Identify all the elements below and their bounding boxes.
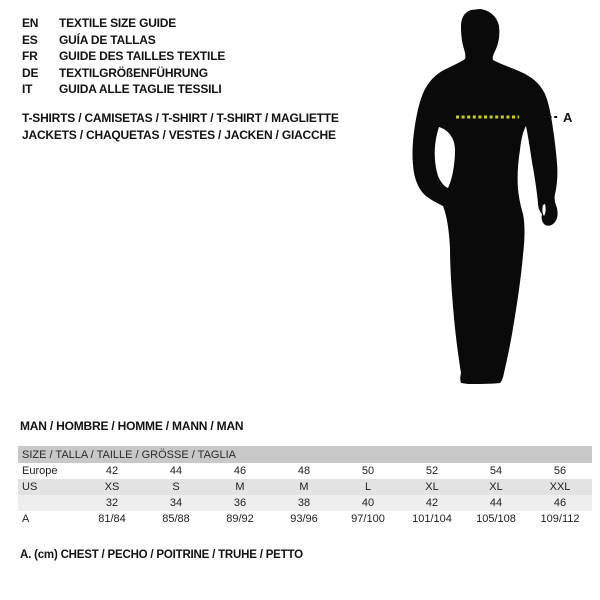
size-cell: 48 bbox=[297, 465, 311, 477]
size-cell: L bbox=[364, 481, 372, 493]
size-table-row bbox=[18, 495, 592, 511]
size-cell: 54 bbox=[489, 465, 503, 477]
size-cell: 36 bbox=[233, 497, 247, 509]
row-label: US bbox=[22, 481, 38, 493]
language-code: EN bbox=[22, 16, 39, 30]
man-silhouette bbox=[413, 9, 558, 384]
language-label: GUIDE DES TAILLES TEXTILE bbox=[59, 49, 226, 63]
size-cell: 56 bbox=[553, 465, 567, 477]
size-cell: 40 bbox=[361, 497, 375, 509]
size-cell: 50 bbox=[361, 465, 375, 477]
size-cell: 93/96 bbox=[290, 513, 318, 525]
size-cell: XL bbox=[425, 481, 439, 493]
size-cell: 46 bbox=[233, 465, 247, 477]
language-code: FR bbox=[22, 49, 38, 63]
size-cell: 52 bbox=[425, 465, 439, 477]
size-table bbox=[18, 446, 592, 527]
size-cell: 109/112 bbox=[540, 513, 580, 525]
size-table-row bbox=[18, 463, 592, 479]
size-cell: 97/100 bbox=[351, 513, 385, 525]
row-label: A bbox=[22, 513, 30, 525]
size-cell: XS bbox=[104, 481, 120, 493]
size-cell: 89/92 bbox=[226, 513, 254, 525]
size-cell: M bbox=[235, 481, 245, 493]
size-cell: M bbox=[299, 481, 309, 493]
measurement-footnote: A. (cm) CHEST / PECHO / POITRINE / TRUHE / PETTO bbox=[20, 549, 303, 561]
language-code: ES bbox=[22, 32, 38, 47]
size-cell: 46 bbox=[553, 497, 567, 509]
size-cell: 38 bbox=[297, 497, 311, 509]
size-cell: S bbox=[172, 481, 180, 493]
size-cell: 42 bbox=[105, 465, 119, 477]
section-title-man: MAN / HOMBRE / HOMME / MANN / MAN bbox=[20, 419, 244, 433]
language-code: DE bbox=[22, 65, 39, 80]
size-table-header: SIZE / TALLA / TAILLE / GRÖSSE / TAGLIA bbox=[18, 446, 592, 463]
size-cell: 34 bbox=[169, 497, 183, 509]
language-code: IT bbox=[22, 82, 33, 96]
size-cell: XXL bbox=[549, 481, 571, 493]
size-cell: 85/88 bbox=[162, 513, 190, 525]
size-table-header-row bbox=[18, 446, 592, 463]
category-line-jackets: JACKETS / CHAQUETAS / VESTES / JACKEN / GIACCHE bbox=[22, 128, 336, 142]
row-label bbox=[18, 495, 80, 511]
size-cell: XL bbox=[489, 481, 503, 493]
category-line-tshirts: T-SHIRTS / CAMISETAS / T-SHIRT / T-SHIRT / MAGLIETTE bbox=[22, 111, 339, 125]
size-cell: 105/108 bbox=[476, 513, 516, 525]
language-label: TEXTILE SIZE GUIDE bbox=[59, 16, 177, 30]
language-label: GUÍA DE TALLAS bbox=[59, 32, 156, 47]
row-label: Europe bbox=[22, 465, 58, 477]
language-label: TEXTILGRÖßENFÜHRUNG bbox=[59, 65, 208, 80]
size-cell: 42 bbox=[425, 497, 439, 509]
size-cell: 81/84 bbox=[98, 513, 126, 525]
size-table-row bbox=[18, 511, 592, 527]
measurement-label-a: A bbox=[563, 110, 573, 125]
size-cell: 44 bbox=[169, 465, 183, 477]
size-cell: 44 bbox=[489, 497, 503, 509]
size-cell: 101/104 bbox=[412, 513, 452, 525]
size-table-row bbox=[18, 479, 592, 495]
language-label: GUIDA ALLE TAGLIE TESSILI bbox=[59, 82, 222, 96]
size-table-body bbox=[18, 463, 592, 527]
size-cell: 32 bbox=[105, 497, 119, 509]
